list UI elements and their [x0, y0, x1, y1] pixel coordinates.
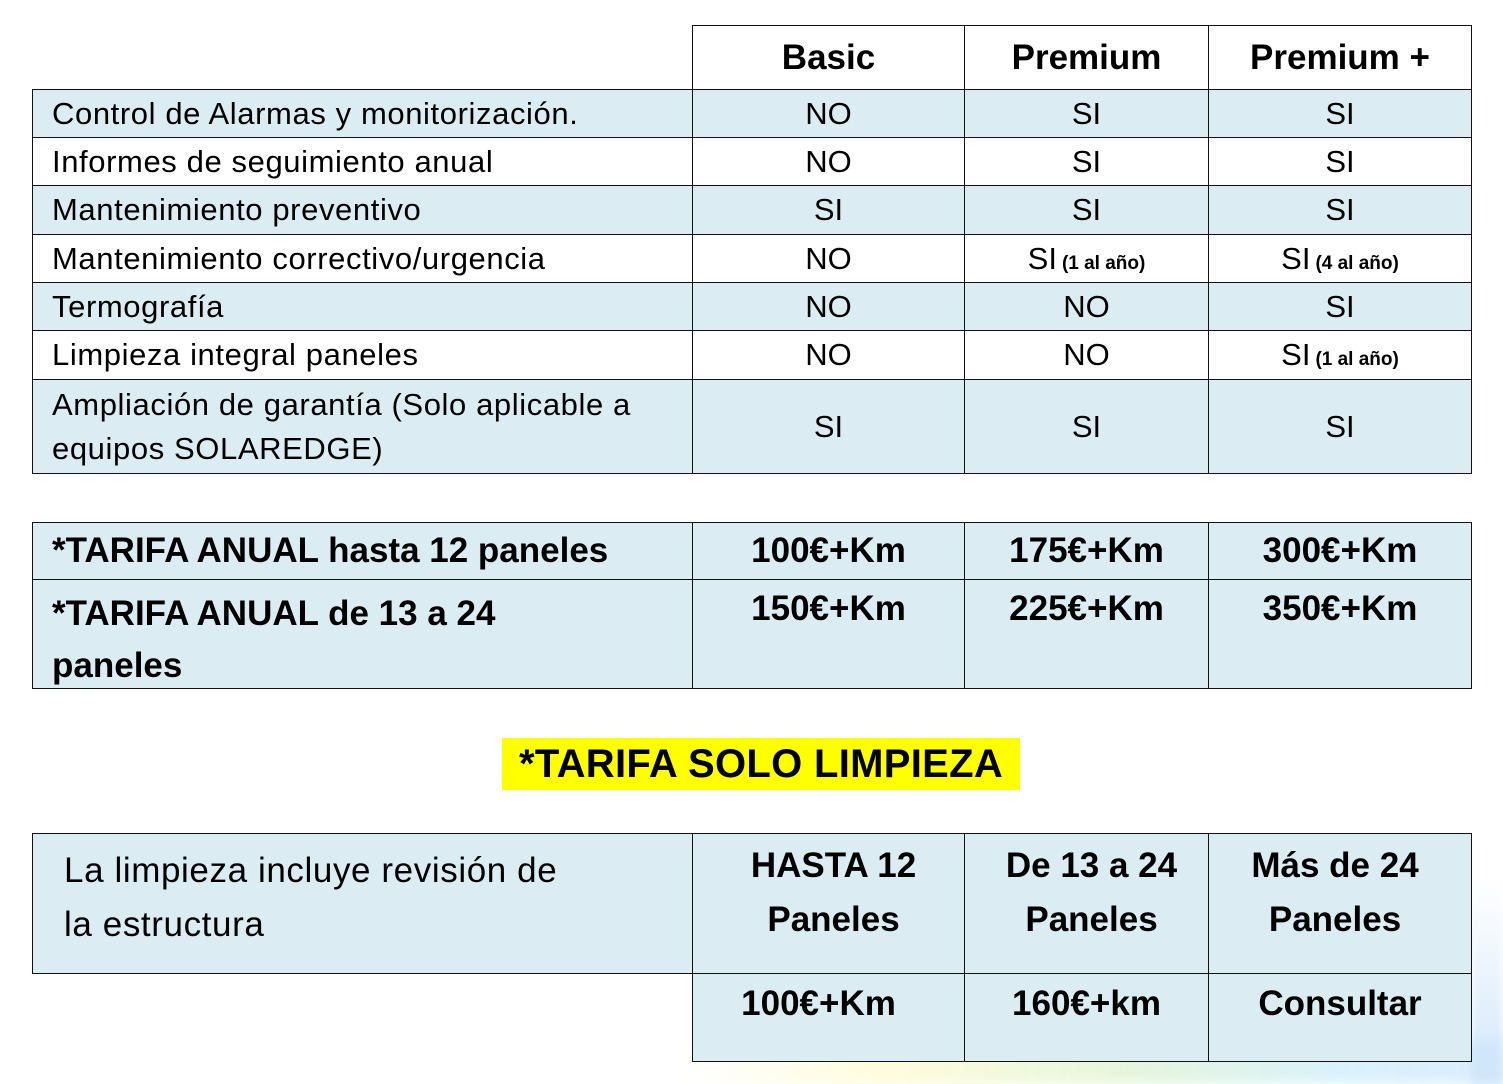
value-note: (1 al año): [1061, 252, 1146, 274]
feature-value-premium: [964, 379, 1209, 474]
value-text: SI: [1281, 337, 1311, 372]
value-text: SI: [1027, 240, 1057, 276]
value-text: SI: [1071, 192, 1102, 227]
tariff-price-basic: 150€+Km: [692, 579, 965, 689]
value-text: NO: [1063, 288, 1110, 324]
feature-label: Ampliación de garantía (Solo aplicable a equipos SOLAREDGE): [32, 379, 693, 474]
tariff-label: *TARIFA ANUAL de 13 a 24 paneles: [32, 579, 693, 689]
feature-value-basic: [692, 89, 965, 138]
value-text: SI: [1281, 240, 1311, 276]
feature-value-basic: [692, 330, 965, 380]
feature-value-basic: [692, 379, 965, 474]
value-text: SI: [1325, 143, 1355, 179]
cleaning-title: *TARIFA SOLO LIMPIEZA: [502, 738, 1020, 790]
feature-value-premium: [964, 330, 1209, 380]
tariff-price-premium-plus: 350€+Km: [1208, 579, 1472, 689]
feature-value-basic: [692, 185, 965, 235]
value-text: NO: [805, 240, 852, 276]
cleaning-header-more-than-24: Más de 24 Paneles: [1208, 833, 1472, 974]
feature-label: Termografía: [32, 282, 693, 331]
feature-value-basic: [692, 282, 965, 331]
value-text: SI: [1325, 95, 1355, 131]
value-text: SI: [1325, 288, 1355, 324]
value-text: NO: [805, 288, 852, 324]
feature-value-premium: [964, 234, 1209, 283]
feature-label: Mantenimiento preventivo: [32, 185, 693, 235]
value-text: SI: [1071, 143, 1102, 179]
plan-header-premium: Premium: [964, 25, 1209, 90]
feature-label: Informes de seguimiento anual: [32, 137, 693, 186]
feature-label: Mantenimiento correctivo/urgencia: [32, 234, 693, 283]
cleaning-price-more-than-24: Consultar: [1208, 973, 1472, 1062]
value-text: SI: [1325, 408, 1355, 444]
feature-value-premium: [964, 185, 1209, 235]
feature-value-premium: [964, 137, 1209, 186]
cleaning-header-13-to-24: De 13 a 24 Paneles: [964, 833, 1209, 974]
feature-value-premium-plus: [1208, 89, 1472, 138]
feature-label: Limpieza integral paneles: [32, 330, 693, 380]
feature-value-premium: [964, 282, 1209, 331]
tariff-price-basic: 100€+Km: [692, 522, 965, 580]
value-text: SI: [813, 192, 844, 227]
tariff-price-premium-plus: 300€+Km: [1208, 522, 1472, 580]
value-text: SI: [1071, 408, 1102, 444]
tariff-label: *TARIFA ANUAL hasta 12 paneles: [32, 522, 693, 580]
background-gradient-edge: [1472, 880, 1503, 1084]
plan-header-basic: Basic: [692, 25, 965, 90]
cleaning-header-up-to-12: HASTA 12 Paneles: [692, 833, 965, 974]
value-text: SI: [813, 408, 844, 444]
tariff-price-premium: 225€+Km: [964, 579, 1209, 689]
feature-value-premium-plus: [1208, 330, 1472, 380]
feature-value-premium-plus: [1208, 137, 1472, 186]
value-text: SI: [1325, 192, 1355, 227]
feature-value-premium-plus: [1208, 282, 1472, 331]
value-text: SI: [1071, 95, 1102, 131]
tariff-price-premium: 175€+Km: [964, 522, 1209, 580]
value-text: NO: [805, 337, 852, 372]
feature-value-premium: [964, 89, 1209, 138]
cleaning-description: La limpieza incluye revisión de la estructura: [32, 833, 693, 974]
plan-header-premium-plus: Premium +: [1208, 25, 1472, 90]
cleaning-price-13-to-24: 160€+km: [964, 973, 1209, 1062]
feature-value-basic: [692, 137, 965, 186]
feature-label: Control de Alarmas y monitorización.: [32, 89, 693, 138]
feature-value-premium-plus: [1208, 185, 1472, 235]
cleaning-price-up-to-12: 100€+Km: [692, 973, 965, 1062]
feature-value-premium-plus: [1208, 379, 1472, 474]
value-note: (4 al año): [1315, 252, 1399, 274]
value-note: (1 al año): [1315, 349, 1399, 370]
value-text: NO: [805, 143, 852, 179]
feature-value-premium-plus: [1208, 234, 1472, 283]
feature-value-basic: [692, 234, 965, 283]
value-text: NO: [805, 95, 852, 131]
value-text: NO: [1063, 337, 1110, 372]
